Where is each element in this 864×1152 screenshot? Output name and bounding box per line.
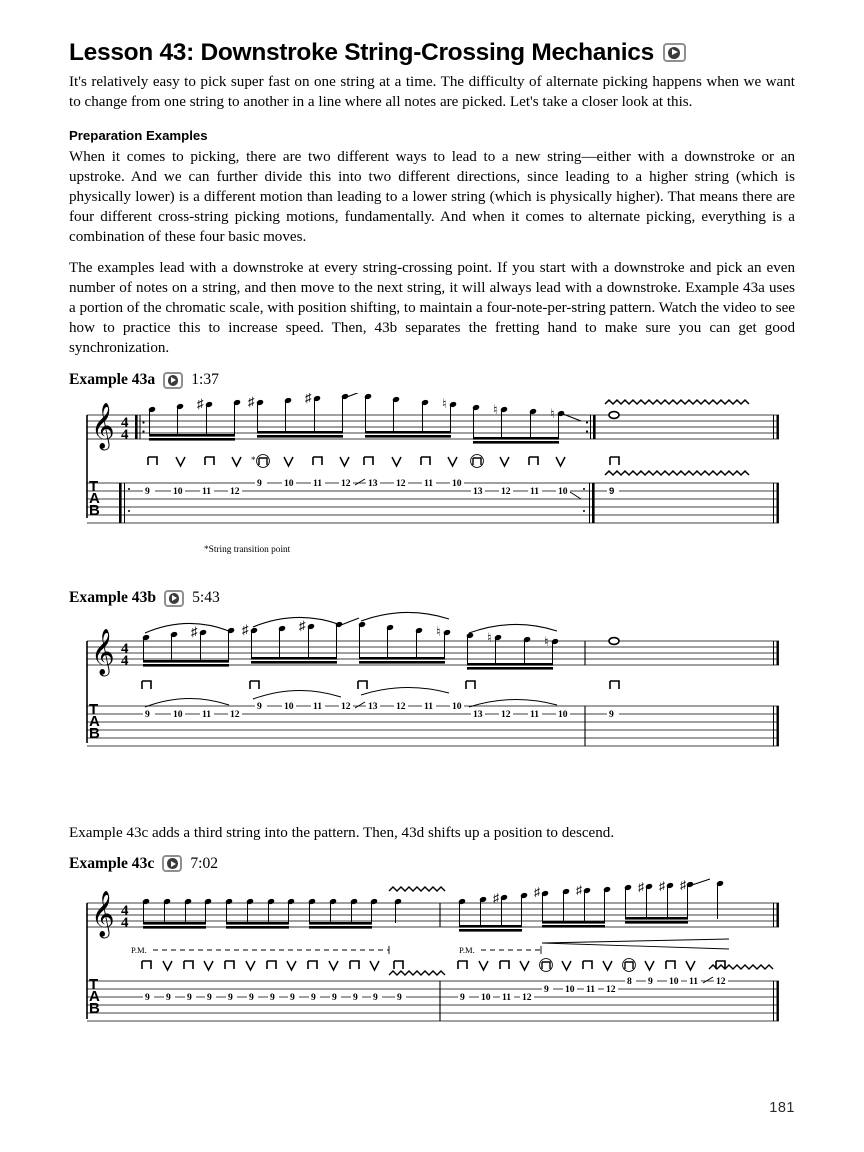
tab-letter-b: B	[89, 999, 100, 1017]
vibrato-line	[389, 971, 445, 975]
slide-line	[355, 479, 365, 485]
time-signature-bottom: 4	[121, 914, 129, 931]
pick-down	[225, 961, 234, 969]
example-43c-paragraph: Example 43c adds a third string into the pattern. Then, 43d shifts up a position to descend.	[69, 825, 615, 842]
note-group-m1-1	[142, 898, 212, 929]
tab-num: 9	[332, 991, 337, 1003]
tab-num: 10	[452, 701, 462, 713]
time-signature-top: 4	[121, 902, 129, 919]
pick-down	[250, 681, 259, 689]
treble-clef-icon: 𝄞	[91, 403, 115, 449]
tab-numbers-43a	[143, 478, 581, 499]
accidental-sharp: ♯	[305, 393, 312, 406]
accidental-natural: ♮	[436, 624, 441, 640]
slide-line	[570, 492, 581, 499]
accidental-sharp: ♯	[534, 884, 540, 899]
tab-num: 10	[284, 701, 294, 713]
accidental-natural: ♮	[442, 396, 447, 412]
note-group-1	[148, 396, 241, 441]
notation-system-43b	[69, 611, 795, 761]
example-43a-name: Example 43a	[69, 371, 156, 389]
pick-down	[350, 961, 359, 969]
tab-num: 9	[544, 983, 549, 995]
tab-num: 9	[648, 975, 653, 987]
whole-note	[609, 412, 619, 419]
pick-up	[520, 961, 529, 970]
pick-down	[583, 961, 592, 969]
pick-up	[603, 961, 612, 970]
tab-repeat-start	[119, 483, 130, 523]
accidental-sharp: ♯	[680, 877, 686, 892]
score-43a	[69, 393, 795, 543]
pick-down	[148, 457, 157, 465]
note-group-m1-3	[308, 898, 378, 929]
example-43b-label	[69, 589, 795, 607]
palm-mute-label-1: P.M.	[131, 944, 147, 955]
tab-num: 12	[501, 486, 511, 498]
tab-num: 12	[230, 709, 240, 721]
intro-paragraph: It's relatively easy to pick super fast on one string at a time. The difficulty of alternate picking happens when we want to change from one string to another in a line where all notes are picked. Let's take a closer look at this.	[69, 73, 795, 110]
tab-num: 12	[716, 975, 726, 987]
tab-num: 9	[311, 991, 316, 1003]
pick-down	[184, 961, 193, 969]
tab-num: 11	[530, 709, 540, 721]
pick-up	[500, 457, 509, 466]
tab-numbers-43b	[143, 701, 619, 720]
accidental-sharp: ♯	[242, 622, 249, 638]
pick-down	[458, 961, 467, 969]
time-signature-top: 4	[121, 415, 129, 432]
accidental-sharp: ♯	[248, 394, 255, 410]
preparation-examples-heading: Preparation Examples	[69, 127, 208, 143]
tab-num: 9	[145, 709, 150, 721]
tab-num: 9	[397, 991, 402, 1003]
tab-num: 11	[424, 701, 434, 713]
tab-staff-lines	[87, 706, 779, 746]
picking-indications-43c-m1	[142, 961, 403, 970]
pick-up	[232, 457, 241, 466]
pick-down	[358, 681, 367, 689]
pick-down-circled	[257, 455, 270, 468]
pick-up	[246, 961, 255, 970]
tab-num: 10	[558, 709, 568, 721]
tab-num: 11	[313, 478, 323, 490]
pick-up	[287, 961, 296, 970]
position-shift-line	[341, 618, 359, 625]
tab-num: 12	[230, 486, 240, 498]
tab-letter-t: T	[89, 975, 99, 993]
lesson-title-text: Lesson 43: Downstroke String-Crossing Mechanics	[69, 39, 654, 66]
pick-down	[205, 457, 214, 465]
note-with-vibrato-m1	[389, 887, 445, 923]
pick-up	[163, 961, 172, 970]
time-signature-bottom: 4	[121, 427, 129, 444]
score-43b	[69, 611, 795, 761]
tab-num: 13	[473, 709, 483, 721]
pick-up	[176, 457, 185, 466]
tab-letter-t: T	[89, 701, 99, 719]
tab-num: 11	[689, 975, 699, 987]
tab-num: 11	[530, 486, 540, 498]
palm-mute-bracket-2	[481, 946, 541, 954]
accidental-sharp: ♯	[197, 396, 204, 412]
whole-note	[609, 638, 619, 645]
play-video-icon[interactable]	[663, 43, 686, 62]
tab-letter-b: B	[89, 725, 100, 743]
tab-num: 9	[187, 991, 192, 1003]
tab-num: 10	[452, 478, 462, 490]
palm-mute-bracket-1	[153, 946, 389, 954]
pick-down-circled	[471, 455, 484, 468]
tab-num: 8	[627, 975, 632, 987]
pick-down	[529, 457, 538, 465]
note-group-m1-2	[225, 898, 295, 929]
pick-up	[562, 961, 571, 970]
pick-down	[142, 961, 151, 969]
pick-down	[421, 457, 430, 465]
tab-num: 12	[501, 709, 511, 721]
pick-up	[204, 961, 213, 970]
pick-up	[645, 961, 654, 970]
pick-down	[394, 961, 403, 969]
treble-clef-icon: 𝄞	[91, 629, 115, 675]
time-signature-bottom: 4	[121, 653, 129, 670]
tab-letter-a: A	[89, 490, 100, 508]
palm-mute-label-2: P.M.	[459, 944, 475, 955]
tab-num: 9	[373, 991, 378, 1003]
tab-final-barline	[773, 706, 779, 746]
note-group-m2-3	[624, 878, 710, 924]
tab-num: 10	[173, 486, 183, 498]
pick-up	[556, 457, 565, 466]
examples-paragraph: The examples lead with a downstroke at every string-crossing point. If you start with a downstroke and pick an even number of notes on a string, and then move to the next string, it will always lead with a downstroke. Example 43a uses a portion of the chromatic scale, with position shifting, to maintain a four-note-per-string pattern. Watch the video to see how to practice this to increase speed. Then, 43b separates the fretting hand to make sure you can get good synchronization.	[69, 260, 795, 357]
accidental-natural: ♮	[550, 406, 555, 422]
play-video-icon[interactable]	[163, 372, 183, 389]
pick-down	[666, 961, 675, 969]
treble-clef-icon: 𝄞	[91, 890, 115, 936]
tab-num: 9	[460, 991, 465, 1003]
time-signature-top: 4	[121, 641, 129, 658]
tab-num: 10	[565, 983, 575, 995]
crescendo-hairpin	[542, 939, 729, 949]
pick-down	[313, 457, 322, 465]
page-content	[69, 40, 795, 1041]
tab-num: 12	[396, 478, 406, 490]
pick-up	[329, 961, 338, 970]
note-group-4	[466, 630, 559, 670]
vibrato-line	[605, 471, 749, 475]
pick-up	[370, 961, 379, 970]
slurs	[145, 613, 557, 634]
tab-num: 11	[313, 701, 323, 713]
tab-num: 9	[257, 701, 262, 713]
accidental-sharp: ♯	[659, 878, 665, 893]
tab-num: 10	[284, 478, 294, 490]
pick-down	[610, 457, 619, 465]
tab-staff-lines	[87, 483, 779, 523]
tab-num: 12	[396, 701, 406, 713]
example-43c-time: 7:02	[190, 854, 219, 872]
pick-down	[267, 961, 276, 969]
tab-measure-2-43a	[605, 471, 749, 497]
tab-num: 11	[202, 486, 212, 498]
pick-up	[448, 457, 457, 466]
example-43b-name: Example 43b	[69, 589, 157, 607]
pick-down	[308, 961, 317, 969]
example-43c-label	[69, 855, 795, 873]
tab-num: 10	[481, 991, 491, 1003]
preparation-paragraph: When it comes to picking, there are two different ways to lead to a new string—either with a downstroke or an upstroke. And we can further divide this into two different directions, since leading to a higher string (which is physically lower) is a different motion than leading to a lower string (which is physically higher). That means there are four different cross-string picking motions, fundamentally. And when it comes to alternate picking, everything is a combination of these four basic moves.	[69, 148, 795, 246]
pick-up	[340, 457, 349, 466]
note-with-vibrato-m2	[709, 877, 773, 919]
tab-num: 10	[173, 709, 183, 721]
example-43c-name: Example 43c	[69, 854, 155, 872]
vibrato-line	[389, 887, 445, 891]
slide-line	[703, 977, 713, 983]
picking-indications-43c-m2	[458, 958, 725, 971]
position-shift-line	[347, 393, 365, 397]
tab-num: 9	[353, 991, 358, 1003]
notation-system-43a	[69, 393, 795, 555]
tab-num: 9	[207, 991, 212, 1003]
accidental-natural: ♮	[493, 402, 498, 418]
tab-num: 12	[606, 983, 616, 995]
tab-num: 9	[609, 486, 615, 498]
string-transition-asterisk: *	[251, 455, 256, 466]
tab-final-barline	[773, 483, 779, 523]
position-shift-line	[692, 879, 710, 885]
tab-letter-b: B	[89, 502, 100, 520]
pick-down-circled	[540, 958, 553, 971]
tab-letter-a: A	[89, 987, 100, 1005]
pick-down-circled	[623, 958, 636, 971]
pick-down	[142, 681, 151, 689]
vibrato-line	[709, 965, 773, 969]
tab-num: 12	[341, 478, 351, 490]
accidental-natural: ♮	[487, 630, 492, 646]
picking-indications	[148, 455, 619, 468]
note-group-m2-1	[458, 891, 528, 932]
play-video-icon[interactable]	[162, 855, 182, 872]
tab-num: 9	[166, 991, 171, 1003]
note-group-4	[472, 402, 581, 444]
tab-num: 9	[145, 486, 150, 498]
notation-system-43c	[69, 877, 795, 1037]
tab-num: 11	[502, 991, 512, 1003]
whole-note-measure	[605, 400, 749, 418]
example-43a-time: 1:37	[191, 371, 219, 389]
note-group-3	[358, 621, 451, 664]
pick-up	[686, 961, 695, 970]
tab-num: 9	[257, 478, 262, 490]
accidental-sharp: ♯	[493, 890, 499, 905]
note-group-1	[142, 624, 235, 667]
tab-num: 13	[368, 701, 378, 713]
pick-up	[284, 457, 293, 466]
picking-indications-43b	[142, 681, 619, 689]
pick-up	[392, 457, 401, 466]
pick-down	[610, 681, 619, 689]
pick-up	[479, 961, 488, 970]
accidental-sharp: ♯	[638, 879, 644, 894]
tab-final-barline	[773, 981, 779, 1021]
example-43b-time: 5:43	[192, 589, 220, 607]
tab-num: 9	[290, 991, 295, 1003]
accidental-sharp: ♯	[299, 618, 306, 634]
example-43a-label	[69, 371, 795, 389]
pick-down	[466, 681, 475, 689]
tab-num: 12	[522, 991, 532, 1003]
slide-line	[355, 702, 365, 708]
string-transition-footnote: *String transition point	[204, 545, 291, 556]
tab-num: 9	[228, 991, 233, 1003]
tab-num: 9	[145, 991, 150, 1003]
tab-num: 13	[473, 486, 483, 498]
tab-num: 12	[341, 701, 351, 713]
accidental-sharp: ♯	[576, 882, 582, 897]
tab-num: 11	[202, 709, 212, 721]
tab-num: 11	[424, 478, 434, 490]
tab-letter-a: A	[89, 713, 100, 731]
tab-num: 10	[669, 975, 679, 987]
accidental-sharp: ♯	[191, 624, 198, 640]
tab-num: 10	[558, 486, 568, 498]
pick-down	[500, 961, 509, 969]
tab-numbers-43c-m1	[143, 971, 445, 1003]
tab-num: 9	[270, 991, 275, 1003]
score-43c	[69, 877, 795, 1037]
tab-num: 9	[249, 991, 254, 1003]
pick-down	[364, 457, 373, 465]
page-number: 181	[769, 1100, 795, 1116]
play-video-icon[interactable]	[164, 590, 184, 607]
tab-num: 13	[368, 478, 378, 490]
vibrato-line	[605, 400, 749, 404]
page-title	[69, 40, 795, 66]
tab-num: 11	[586, 983, 596, 995]
tab-repeat-end	[583, 483, 595, 523]
tab-num: 9	[609, 709, 614, 721]
accidental-natural: ♮	[544, 634, 549, 650]
tab-letter-t: T	[89, 478, 99, 496]
